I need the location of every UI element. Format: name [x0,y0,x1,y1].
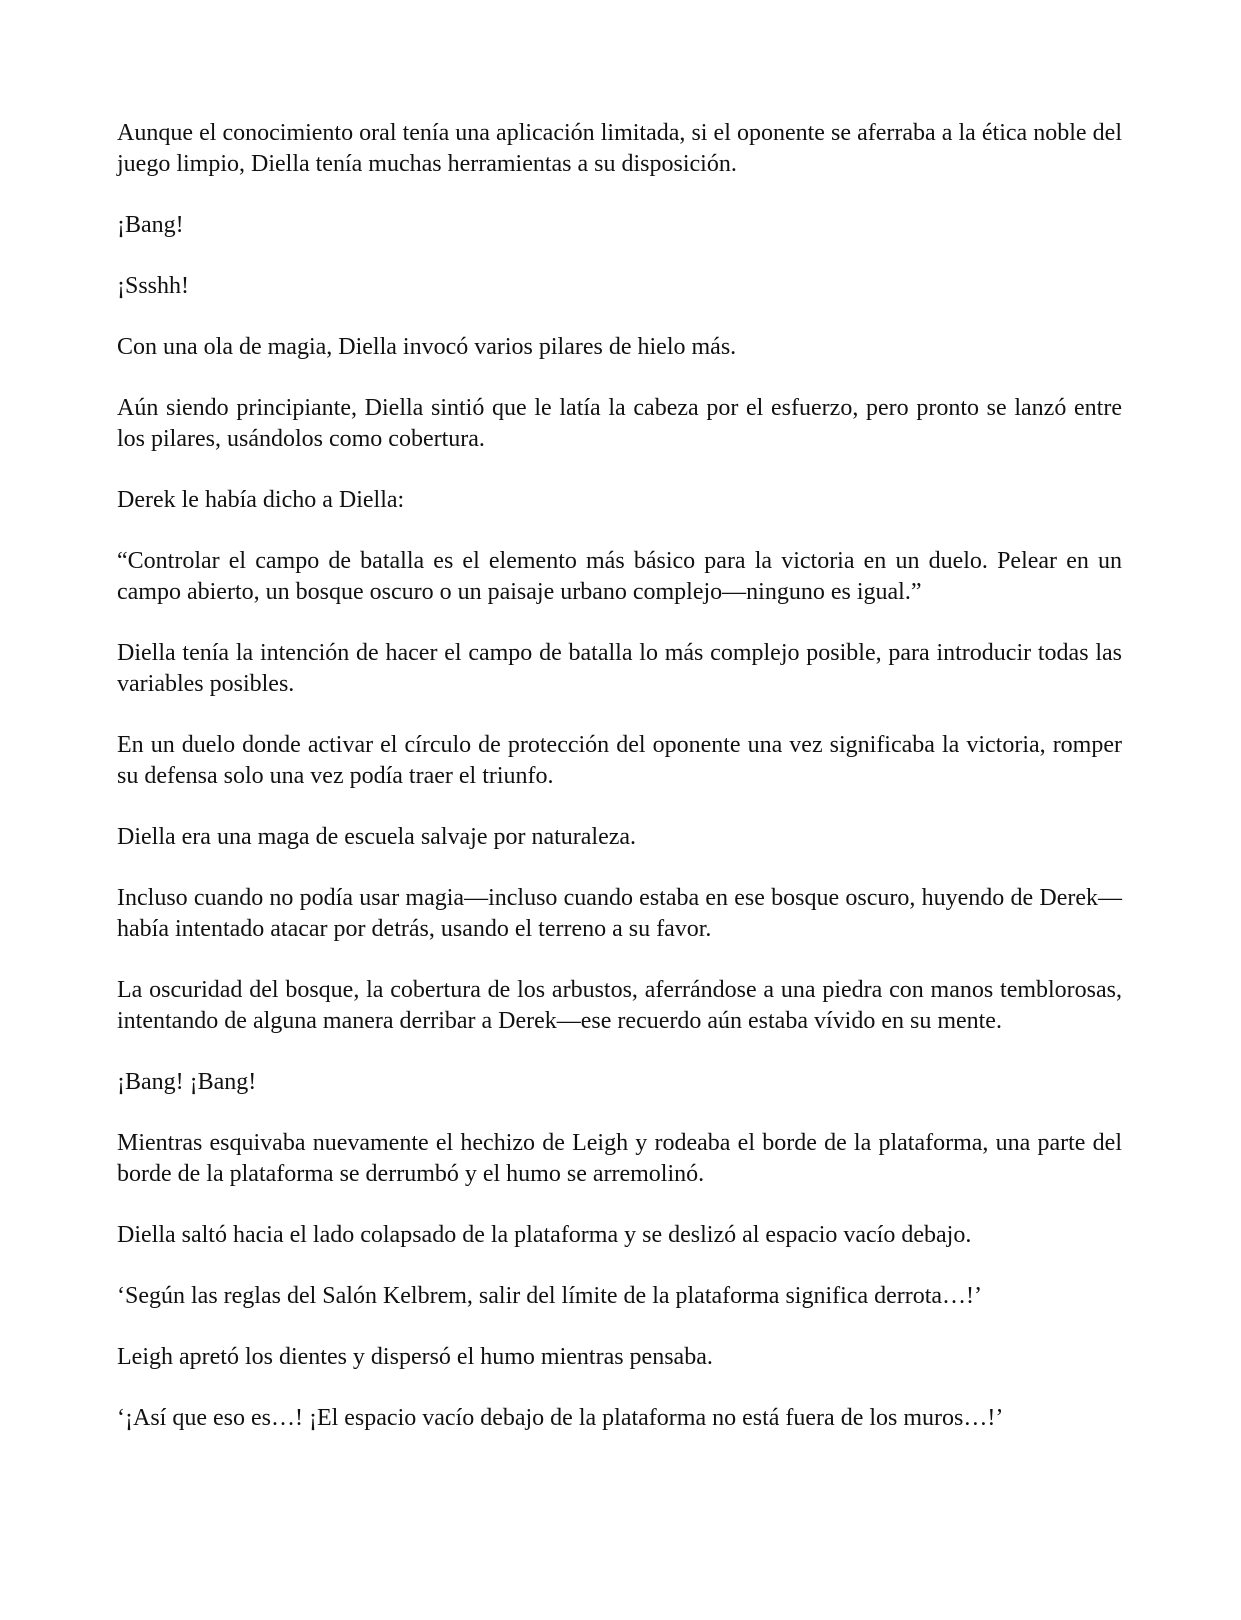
paragraph: ‘Según las reglas del Salón Kelbrem, salir del límite de la plataforma significa derrota…!’ [117,1283,983,1309]
paragraph: Diella saltó hacia el lado colapsado de la plataforma y se deslizó al espacio vacío debajo. [117,1222,972,1248]
paragraph: Derek le había dicho a Diella: [117,487,405,513]
paragraph: Leigh apretó los dientes y dispersó el humo mientras pensaba. [117,1344,713,1370]
paragraph: Diella era una maga de escuela salvaje por naturaleza. [117,824,637,850]
paragraph: Aún siendo principiante, Diella sintió que le latía la cabeza por el esfuerzo, pero pronto se lanzó entre los pilares, usándolos como cobertura. [117,395,1122,452]
paragraph: Mientras esquivaba nuevamente el hechizo de Leigh y rodeaba el borde de la plataforma, una parte del borde de la plataforma se derrumbó y el humo se arremolinó. [117,1130,1122,1187]
paragraph: La oscuridad del bosque, la cobertura de los arbustos, aferrándose a una piedra con manos temblorosas, intentando de alguna manera derribar a Derek—ese recuerdo aún estaba vívido en su mente. [117,977,1122,1034]
paragraph: Incluso cuando no podía usar magia—incluso cuando estaba en ese bosque oscuro, huyendo de Derek—había intentado atacar por detrás, usando el terreno a su favor. [117,885,1122,942]
paragraph: Aunque el conocimiento oral tenía una aplicación limitada, si el oponente se aferraba a la ética noble del juego limpio, Diella tenía muchas herramientas a su disposición. [117,120,1122,177]
paragraph: ‘¡Así que eso es…! ¡El espacio vacío debajo de la plataforma no está fuera de los muros…!’ [117,1405,1004,1431]
paragraph: ¡Ssshh! [117,273,190,299]
paragraph: En un duelo donde activar el círculo de protección del oponente una vez significaba la victoria, romper su defensa solo una vez podía traer el triunfo. [117,732,1122,789]
paragraph: “Controlar el campo de batalla es el elemento más básico para la victoria en un duelo. Pelear en un campo abierto, un bosque oscuro o un paisaje urbano complejo—ninguno es igual.” [117,548,1122,605]
paragraph: Diella tenía la intención de hacer el campo de batalla lo más complejo posible, para introducir todas las variables posibles. [117,640,1122,697]
paragraph: ¡Bang! ¡Bang! [117,1069,257,1095]
paragraph: ¡Bang! [117,212,184,238]
document-body [117,118,1122,1464]
paragraph: Con una ola de magia, Diella invocó varios pilares de hielo más. [117,334,737,360]
